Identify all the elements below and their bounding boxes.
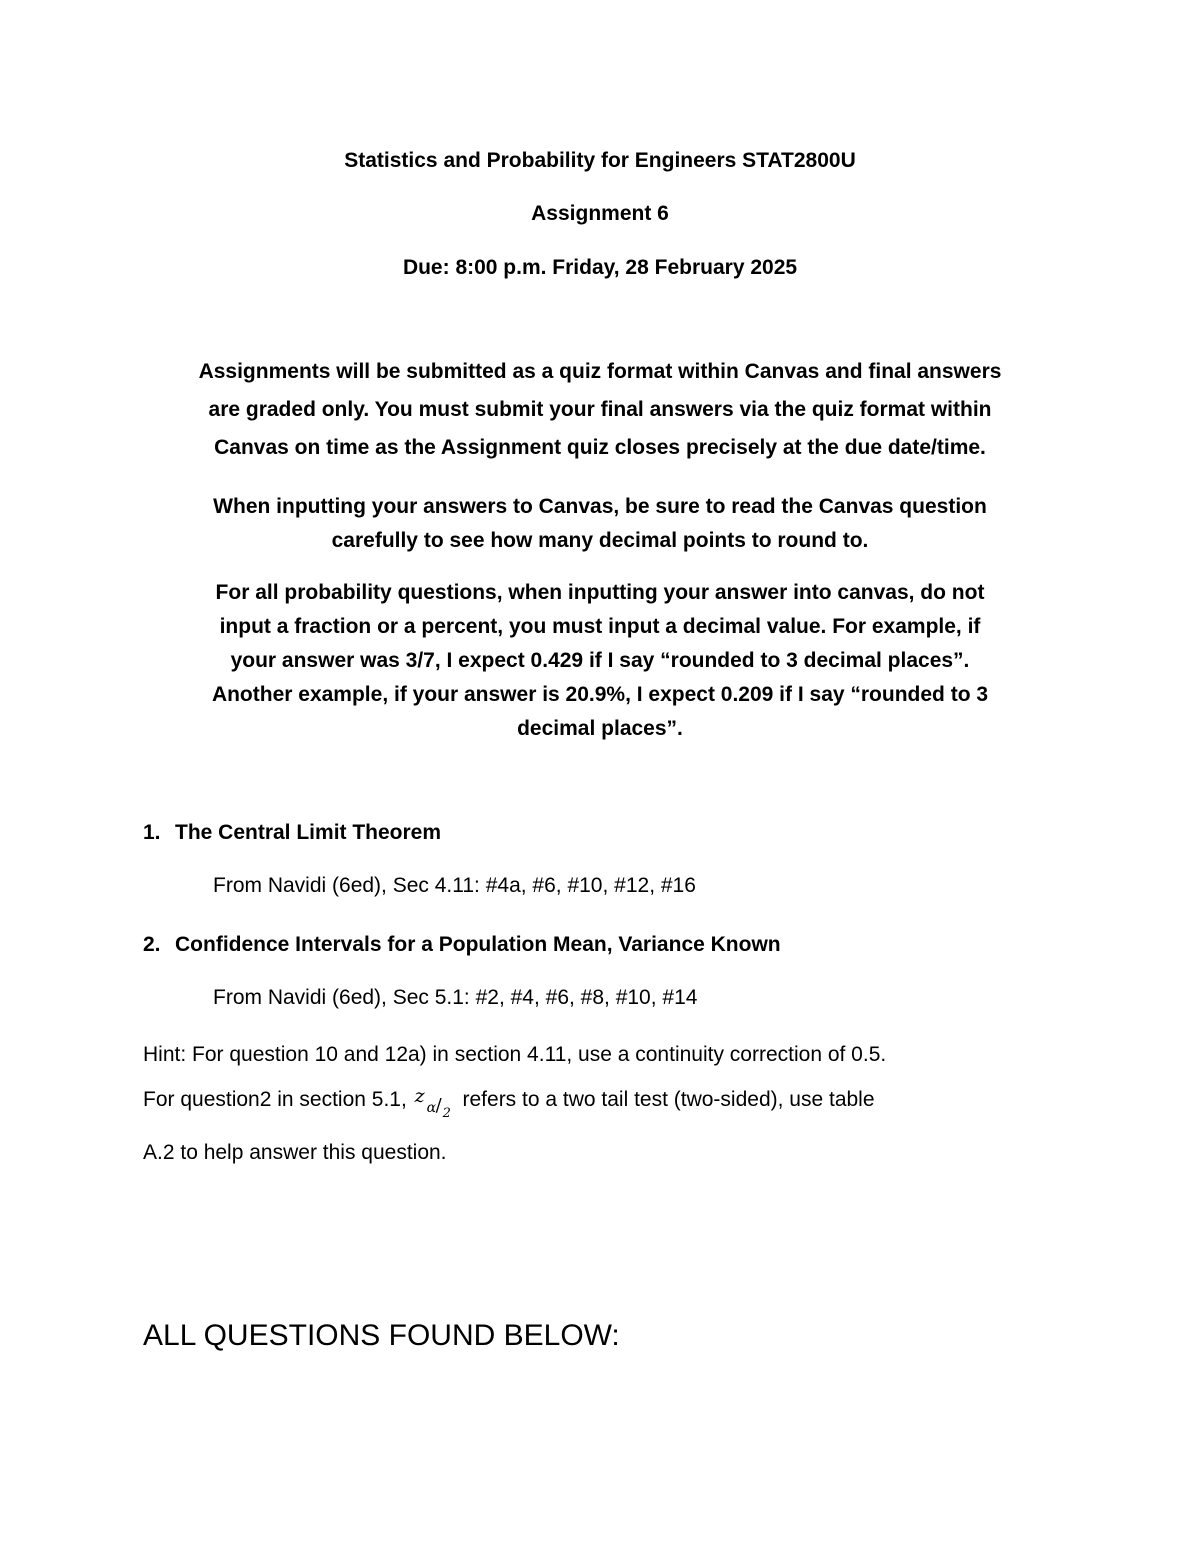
instructions-line: your answer was 3/7, I expect 0.429 if I say “rounded to 3 decimal places”. [230, 649, 970, 672]
formula-slash: / [435, 1095, 442, 1116]
formula-two: 2 [442, 1106, 451, 1121]
hint-line-2 [143, 1085, 875, 1121]
section-title: Confidence Intervals for a Population Mean, Variance Known [175, 933, 781, 956]
instructions-line: Canvas on time as the Assignment quiz closes precisely at the due date/time. [214, 436, 986, 459]
instructions-line: are graded only. You must submit your final answers via the quiz format within [208, 398, 992, 421]
formula-alpha: α [426, 1100, 437, 1116]
all-questions-heading: ALL QUESTIONS FOUND BELOW: [143, 1319, 620, 1352]
instructions-paragraph-3 [140, 576, 1060, 746]
instructions-line: input a fraction or a percent, you must input a decimal value. For example, if [219, 615, 981, 638]
formula-z: z [414, 1085, 425, 1107]
hint-line-3: A.2 to help answer this question. [143, 1141, 447, 1164]
section-heading-1 [143, 818, 441, 848]
instructions-paragraph-1 [140, 355, 1060, 465]
section-reference-1: From Navidi (6ed), Sec 4.11: #4a, #6, #10, #12, #16 [213, 874, 696, 897]
section-title: The Central Limit Theorem [175, 821, 442, 844]
course-title: Statistics and Probability for Engineers STAT2800U [344, 149, 856, 172]
section-number: 2. [143, 933, 161, 956]
hint-line-1: Hint: For question 10 and 12a) in section 4.11, use a continuity correction of 0.5. [143, 1043, 887, 1066]
hint-text: For question2 in section 5.1, [143, 1088, 413, 1111]
due-date: Due: 8:00 p.m. Friday, 28 February 2025 [402, 256, 798, 279]
instructions-line: Another example, if your answer is 20.9%, I expect 0.209 if I say “rounded to 3 [211, 683, 989, 706]
assignment-title: Assignment 6 [531, 202, 669, 225]
section-number: 1. [143, 821, 161, 844]
instructions-line: When inputting your answers to Canvas, be sure to read the Canvas question [213, 495, 987, 518]
instructions-line: carefully to see how many decimal points to round to. [331, 529, 869, 552]
instructions-paragraph-2 [140, 490, 1060, 558]
instructions-line: Assignments will be submitted as a quiz format within Canvas and final answers [198, 360, 1002, 383]
hint-text: refers to a two tail test (two-sided), use table [456, 1088, 875, 1111]
instructions-line: decimal places”. [517, 717, 683, 740]
z-alpha-over-2-formula [413, 1085, 457, 1121]
section-heading-2 [143, 930, 781, 960]
section-reference-2: From Navidi (6ed), Sec 5.1: #2, #4, #6, #8, #10, #14 [213, 986, 698, 1009]
instructions-line: For all probability questions, when inputting your answer into canvas, do not [215, 581, 985, 604]
